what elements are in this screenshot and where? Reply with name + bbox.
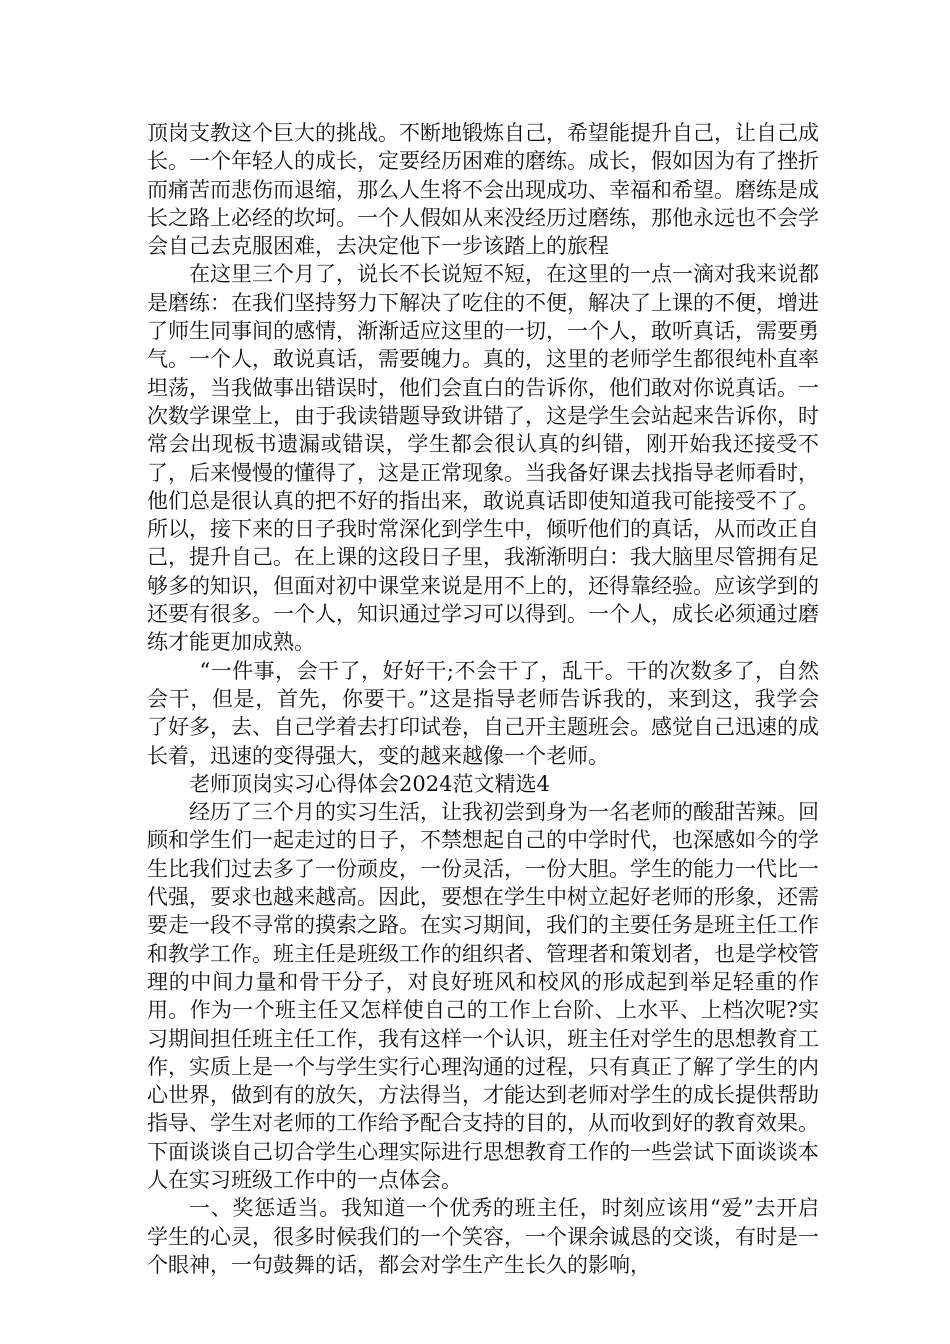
paragraph-internship-experience: 经历了三个月的实习生活，让我初尝到身为一名老师的酸甜苦辣。回顾和学生们一起走过的日子，不禁想起自己的中学时代，也深感如今的学生比我们过去多了一份顽皮，一份灵活，一份大胆。学生的能力一代比一代强，要求也越来越高。因此，要想在学生中树立起好老师的形象，还需要走一段不寻常的摸索之路。在实习期间，我们的主要任务是班主任工作和教学工作。班主任是班级工作的组织者、管理者和策划者，也是学校管理的中间力量和骨干分子，对良好班风和校风的形成起到举足轻重的作用。作为一个班主任又怎样使自己的工作上台阶、上水平、上档次呢?实习期间担任班主任工作，我有这样一个认识，班主任对学生的思想教育工作，实质上是一个与学生实行心理沟通的过程，只有真正了解了学生的内心世界，做到有的放矢，方法得当，才能达到老师对学生的成长提供帮助指导、学生对老师的工作给予配合支持的目的，从而收到好的教育效果。下面谈谈自己切合学生心理实际进行思想教育工作的一些尝试下面谈谈本人在实习班级工作中的一点体会。 xyxy=(147,800,819,1192)
paragraph-continuation: 顶岗支教这个巨大的挑战。不断地锻炼自己，希望能提升自己，让自己成长。一个年轻人的成长，定要经历困难的磨练。成长，假如因为有了挫折而痛苦而悲伤而退缩，那么人生将不会出现成功、幸福和希望。磨练是成长之路上必经的坎坷。一个人假如从来没经历过磨练，那他永远也不会学会自己去克服困难，去决定他下一步该踏上的旅程 xyxy=(147,121,819,259)
paragraph-three-months: 在这里三个月了，说长不长说短不短，在这里的一点一滴对我来说都是磨练：在我们坚持努力下解决了吃住的不便，解决了上课的不便，增进了师生同事间的感情，渐渐适应这里的一切，一个人，敢听真话，需要勇气。一个人，敢说真话，需要魄力。真的，这里的老师学生都很纯朴直率坦荡，当我做事出错误时，他们会直白的告诉你，他们敢对你说真话。一次数学课堂上，由于我读错题导致讲错了，这是学生会站起来告诉你，时常会出现板书遗漏或错误，学生都会很认真的纠错，刚开始我还接受不了，后来慢慢的懂得了，这是正常现象。当我备好课去找指导老师看时，他们总是很认真的把不好的指出来，敢说真话即使知道我可能接受不了。所以，接下来的日子我时常深化到学生中，倾听他们的真话，从而改正自己，提升自己。在上课的这段日子里，我渐渐明白：我大脑里尽管拥有足够多的知识，但面对初中课堂来说是用不上的，还得靠经验。应该学到的还要有很多。一个人，知识通过学习可以得到。一个人，成长必须通过磨练才能更加成熟。 xyxy=(147,262,819,655)
document-page xyxy=(147,119,819,1279)
section-heading: 老师顶岗实习心得体会2024范文精选4 xyxy=(189,771,550,796)
paragraph-rewards-punishment: 一、奖惩适当。我知道一个优秀的班主任，时刻应该用“爱”去开启学生的心灵，很多时候我们的一个笑容，一个课余诚恳的交谈，有时是一个眼神，一句鼓舞的话，都会对学生产生长久的影响， xyxy=(147,1196,819,1277)
paragraph-quote: “一件事，会干了，好好干;不会干了，乱干。干的次数多了，自然会干，但是，首先，你要干。”这是指导老师告诉我的，来到这，我学会了好多，去、自己学着去打印试卷，自己开主题班会。感觉自己迅速的成长着，迅速的变得强大，变的越来越像一个老师。 xyxy=(147,658,819,768)
